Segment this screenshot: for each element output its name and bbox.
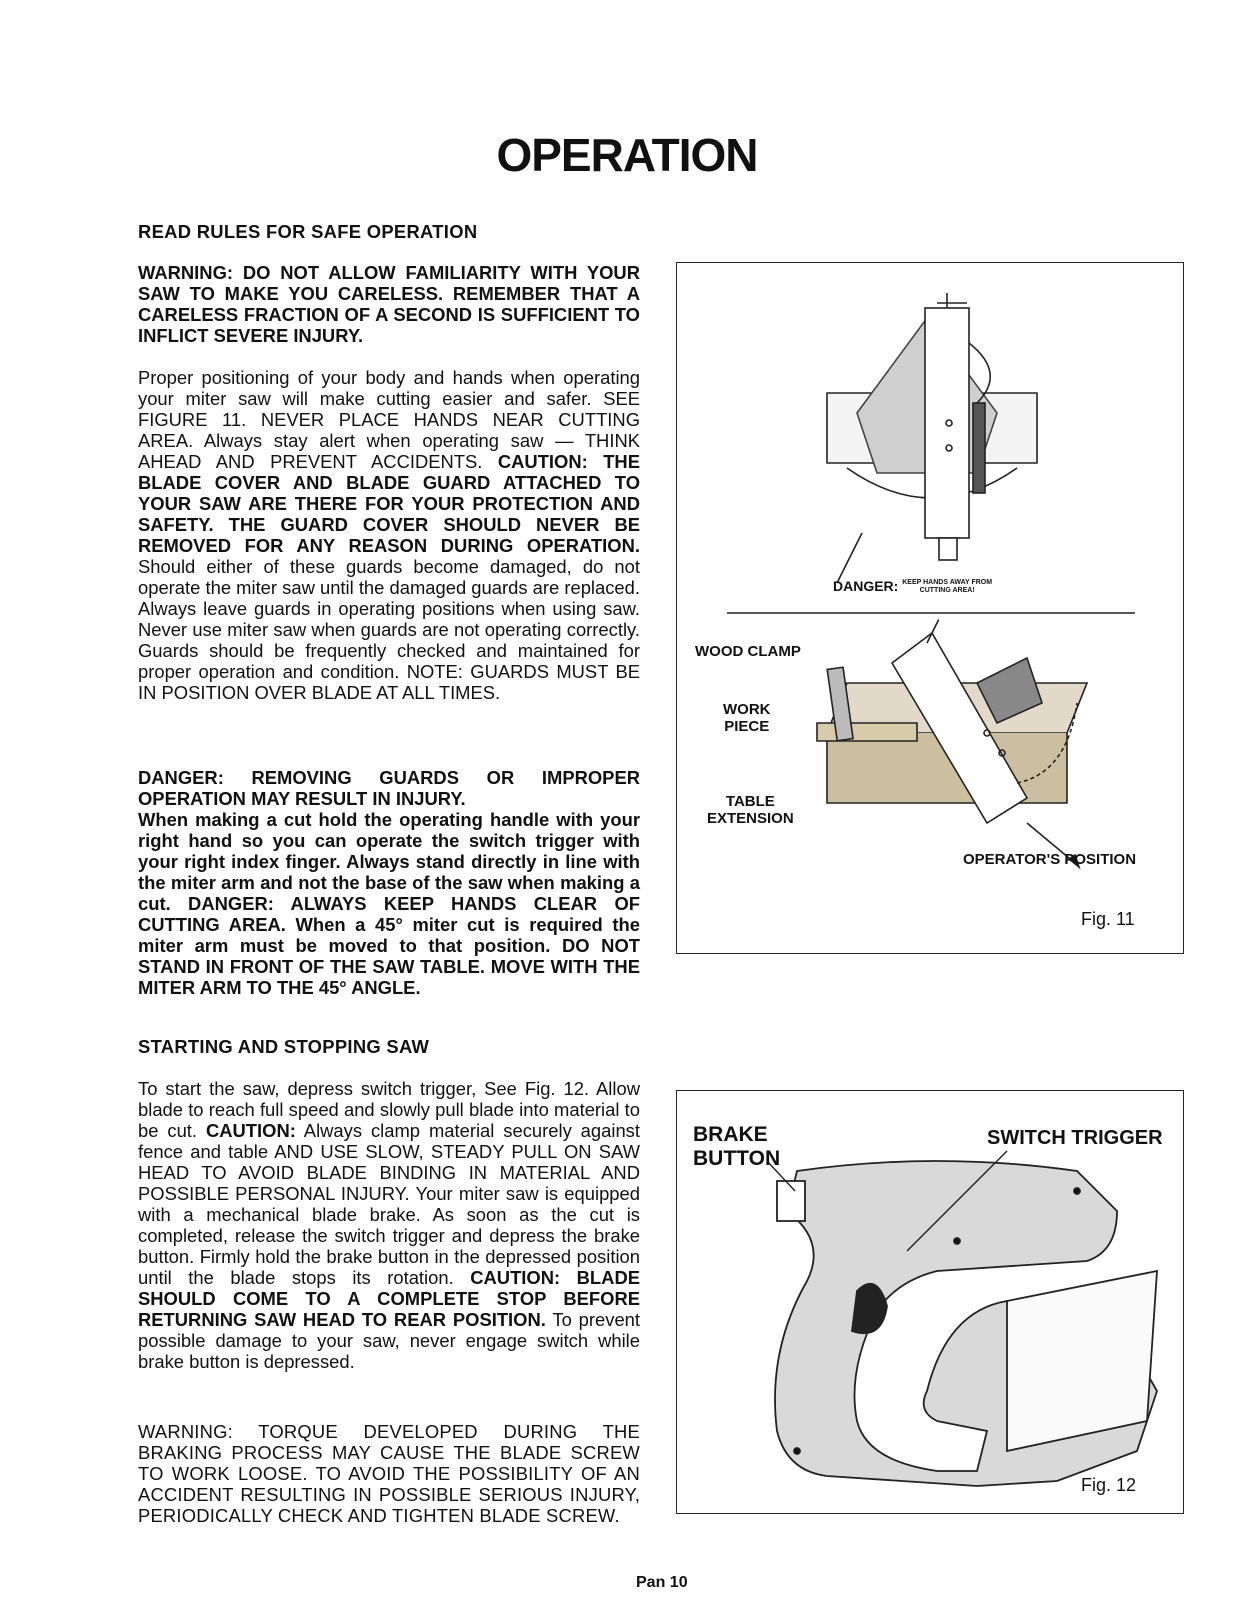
brake-line-1: BRAKE	[693, 1123, 768, 1146]
danger-label: DANGER:	[833, 578, 899, 594]
torque-warning-text: WARNING: TORQUE DEVELOPED DURING THE BRAKING PROCESS MAY CAUSE THE BLADE SCREW TO WORK LOOSE. TO AVOID THE POSSIBILITY OF AN ACCIDENT RESULTING IN POSSIBLE SERIOUS INJURY, PERIODICALLY CHECK AND TIGHTEN BLADE SCREW.	[138, 1421, 640, 1526]
starting-paragraph	[138, 1078, 640, 1372]
page-number: Pan 10	[636, 1574, 688, 1591]
section-heading: STARTING AND STOPPING SAW	[138, 1036, 430, 1057]
brake-instructions: Always clamp material securely against fence and table AND USE SLOW, STEADY PULL ON SAW HEAD TO AVOID BLADE BINDING IN MATERIAL AND POSSIBLE PERSONAL INJURY. Your miter saw is equipped with a mechanical blade brake. As soon as the cut is completed, release the switch trigger and depress the brake button. Firmly hold the brake button in the depressed position until the blade stops its rotation.	[138, 1120, 640, 1288]
positioning-paragraph	[138, 367, 640, 703]
danger-small-line-2: CUTTING AREA!	[919, 587, 975, 595]
operator-position-label: OPERATOR'S POSITION	[963, 851, 1137, 868]
starting-text	[138, 1078, 640, 1372]
table-extension-label	[707, 793, 794, 827]
wood-clamp-label: WOOD CLAMP	[695, 643, 801, 660]
brake-button-label	[693, 1123, 780, 1171]
figure-11-caption: Fig. 11	[1081, 909, 1135, 929]
work-piece-line-2: PIECE	[724, 718, 770, 735]
guard-maintenance-text: Should either of these guards become damaged, do not operate the miter saw until the damaged guards are replaced. Always leave guards in operating positions when using saw. Never use miter saw when guards are not operating correctly. Guards should be frequently checked and maintained for proper operation and condition. NOTE: GUARDS MUST BE IN POSITION OVER BLADE AT ALL TIMES.	[138, 556, 640, 703]
read-rules-heading	[138, 221, 640, 242]
guard-caution-text: CAUTION: THE BLADE COVER AND BLADE GUARD ATTACHED TO YOUR SAW ARE THERE FOR YOUR PROTECTION AND SAFETY. THE GUARD COVER SHOULD NEVER BE REMOVED FOR ANY REASON DURING OPERATION.	[138, 451, 640, 556]
danger-body: When making a cut hold the operating handle with your right hand so you can operate the switch trigger with your right index finger. Always stand directly in line with the miter arm and not the base of the saw when making a cut. DANGER: ALWAYS KEEP HANDS CLEAR OF CUTTING AREA. When a 45° miter cut is required the miter arm must be moved to that position. DO NOT STAND IN FRONT OF THE SAW TABLE. MOVE WITH THE MITER ARM TO THE 45° ANGLE.	[138, 809, 640, 998]
saw-top-view-illustration	[677, 263, 1183, 953]
caution-label: CAUTION:	[205, 1120, 296, 1141]
brake-line-2: BUTTON	[693, 1147, 781, 1170]
starting-heading	[138, 1036, 640, 1057]
table-extension-line-2: EXTENSION	[707, 810, 794, 827]
familiarity-warning	[138, 262, 640, 346]
danger-paragraph	[138, 767, 640, 998]
danger-heading: DANGER: REMOVING GUARDS OR IMPROPER OPERATION MAY RESULT IN INJURY.	[138, 767, 640, 809]
section-heading: READ RULES FOR SAFE OPERATION	[138, 221, 478, 242]
danger-small-text	[902, 579, 992, 595]
figure-12-caption: Fig. 12	[1081, 1475, 1137, 1495]
switch-trigger-label: SWITCH TRIGGER	[987, 1127, 1163, 1149]
page-title: OPERATION	[496, 129, 758, 181]
danger-callout	[833, 578, 992, 595]
start-instructions: To start the saw, depress switch trigger, See Fig. 12. Allow blade to reach full speed and slowly pull blade into material to be cut.	[138, 1078, 640, 1141]
work-piece-line-1: WORK	[723, 701, 771, 718]
positioning-text	[138, 367, 640, 703]
torque-warning	[138, 1421, 640, 1526]
danger-small-line-1: KEEP HANDS AWAY FROM	[902, 579, 993, 587]
intro-text: Proper positioning of your body and hands when operating your miter saw will make cutting easier and safer. SEE FIGURE 11. NEVER PLACE HANDS NEAR CUTTING AREA. Always stay alert when operating saw — THINK AHEAD AND PREVENT ACCIDENTS.	[138, 367, 640, 472]
figure-11	[676, 262, 1184, 954]
damage-note: To prevent possible damage to your saw, never engage switch while brake button is depressed.	[138, 1309, 641, 1372]
table-extension-line-1: TABLE	[725, 793, 775, 810]
stop-caution: CAUTION: BLADE SHOULD COME TO A COMPLETE STOP BEFORE RETURNING SAW HEAD TO REAR POSITION.	[138, 1267, 640, 1330]
work-piece-label	[723, 701, 771, 735]
figure-12	[676, 1090, 1184, 1514]
warning-text: WARNING: DO NOT ALLOW FAMILIARITY WITH YOUR SAW TO MAKE YOU CARELESS. REMEMBER THAT A CARELESS FRACTION OF A SECOND IS SUFFICIENT TO INFLICT SEVERE INJURY.	[138, 262, 640, 346]
